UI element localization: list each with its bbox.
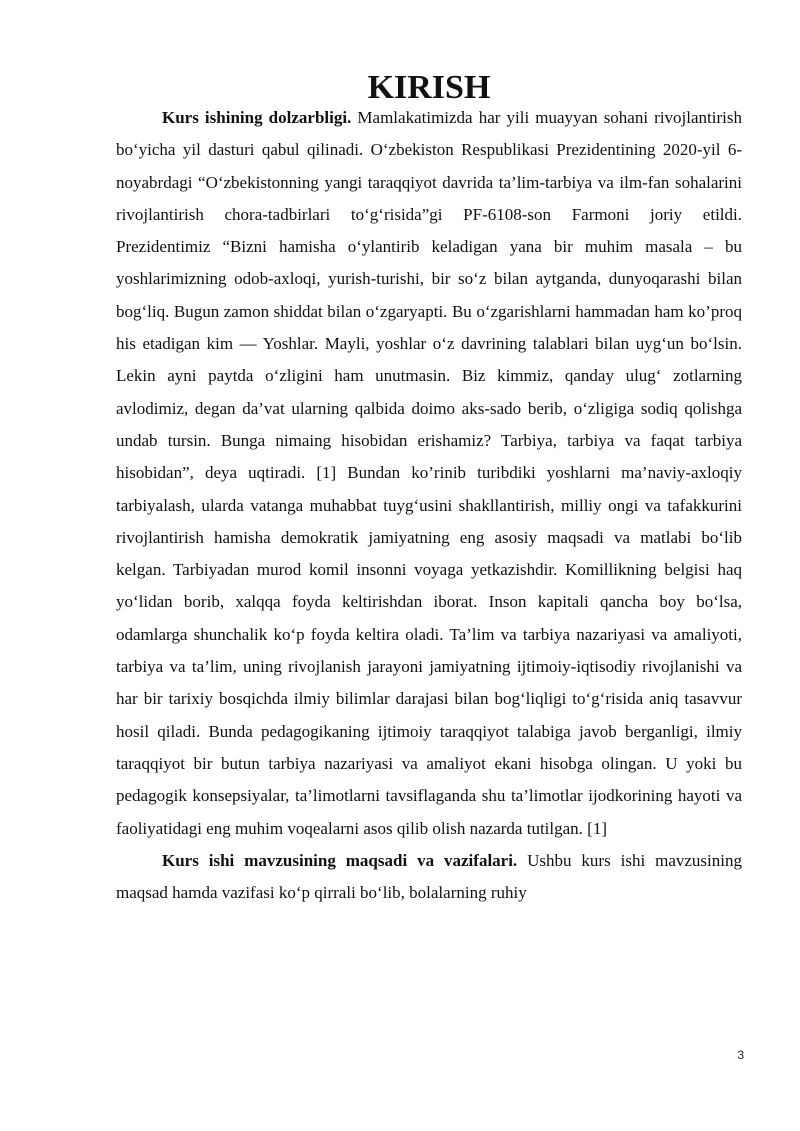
- paragraph-lead-relevance: Kurs ishining dolzarbligi.: [162, 108, 352, 127]
- paragraph-goals: [116, 845, 742, 910]
- paragraph-relevance: [116, 102, 742, 845]
- paragraph-text-relevance: Mamlakatimizda har yili muayyan sohani rivojlantirish bo‘yicha yil dasturi qabul qilinadi. O‘zbekiston Respublikasi Prezidentining 2020-yil 6-noyabrdagi “O‘zbekistonning yangi taraqqiyot davrida ta’lim-tarbiya va ilm-fan sohalarini rivojlantirish chora-tadbirlari to‘g‘risida”gi PF-6108-son Farmoni joriy etildi. Prezidentimiz “Bizni hamisha o‘ylantirib keladigan yana bir muhim masala – bu yoshlarimizning odob-axloqi, yurish-turishi, bir so‘z bilan aytganda, dunyoqarashi bilan bog‘liq. Bugun zamon shiddat bilan o‘zgaryapti. Bu o‘zgarishlarni hammadan ham ko’proq his etadigan kim — Yoshlar. Mayli, yoshlar o‘z davrining talablari bilan uyg‘un bo‘lsin. Lekin ayni paytda o‘zligini ham unutmasin. Biz kimmiz, qanday ulug‘ zotlarning avlodimiz, degan da’vat ularning qalbida doimo aks-sado berib, o‘zligiga sodiq qolishga undab tursin. Bunga nimaing hisobidan erishamiz? Tarbiya, tarbiya va faqat tarbiya hisobidan”, deya uqtiradi. [1] Bundan ko’rinib turibdiki yoshlarni ma’naviy-axloqiy tarbiyalash, ularda vatanga muhabbat tuyg‘usini shakllantirish, milliy ongi va tafakkurini rivojlantirish hamisha demokratik jamiyatning eng asosiy maqsadi va matlabi bo‘lib kelgan. Tarbiyadan murod komil insonni voyaga yetkazishdir. Komillikning belgisi haq yo‘lidan borib, xalqqa foyda keltirishdan iborat. Inson kapitali qancha boy bo‘lsa, odamlarga shunchalik ko‘p foyda keltira oladi. Ta’lim va tarbiya nazariyasi va amaliyoti, tarbiya va ta’lim, uning rivojlanish jarayoni jamiyatning ijtimoiy-iqtisodiy rivojlanishi va har bir tarixiy bosqichda ilmiy bilimlar darajasi bilan bog‘liqligi to‘g‘risida aniq tasavvur hosil qiladi. Bunda pedagogikaning ijtimoiy taraqqiyot talabiga javob berganligi, ilmiy taraqqiyot bir butun tarbiya nazariyasi va amaliyot ekani hisobga olingan. U yoki bu pedagogik konsepsiyalar, ta’limotlarni tavsiflaganda shu ta’limotlar ijodkorining hayoti va faoliyatidagi eng muhim voqealarni asos qilib olish nazarda tutilgan. [1]: [116, 108, 742, 838]
- paragraph-text-goals: Ushbu kurs ishi mavzusining maqsad hamda vazifasi ko‘p qirrali bo‘lib, bolalarning ruhiy: [116, 850, 742, 903]
- section-heading: KIRISH: [367, 69, 491, 106]
- page-number: 3: [737, 1048, 744, 1062]
- paragraph-lead-goals: Kurs ishi mavzusining maqsadi va vazifalari.: [162, 850, 518, 870]
- page-content: [116, 69, 742, 909]
